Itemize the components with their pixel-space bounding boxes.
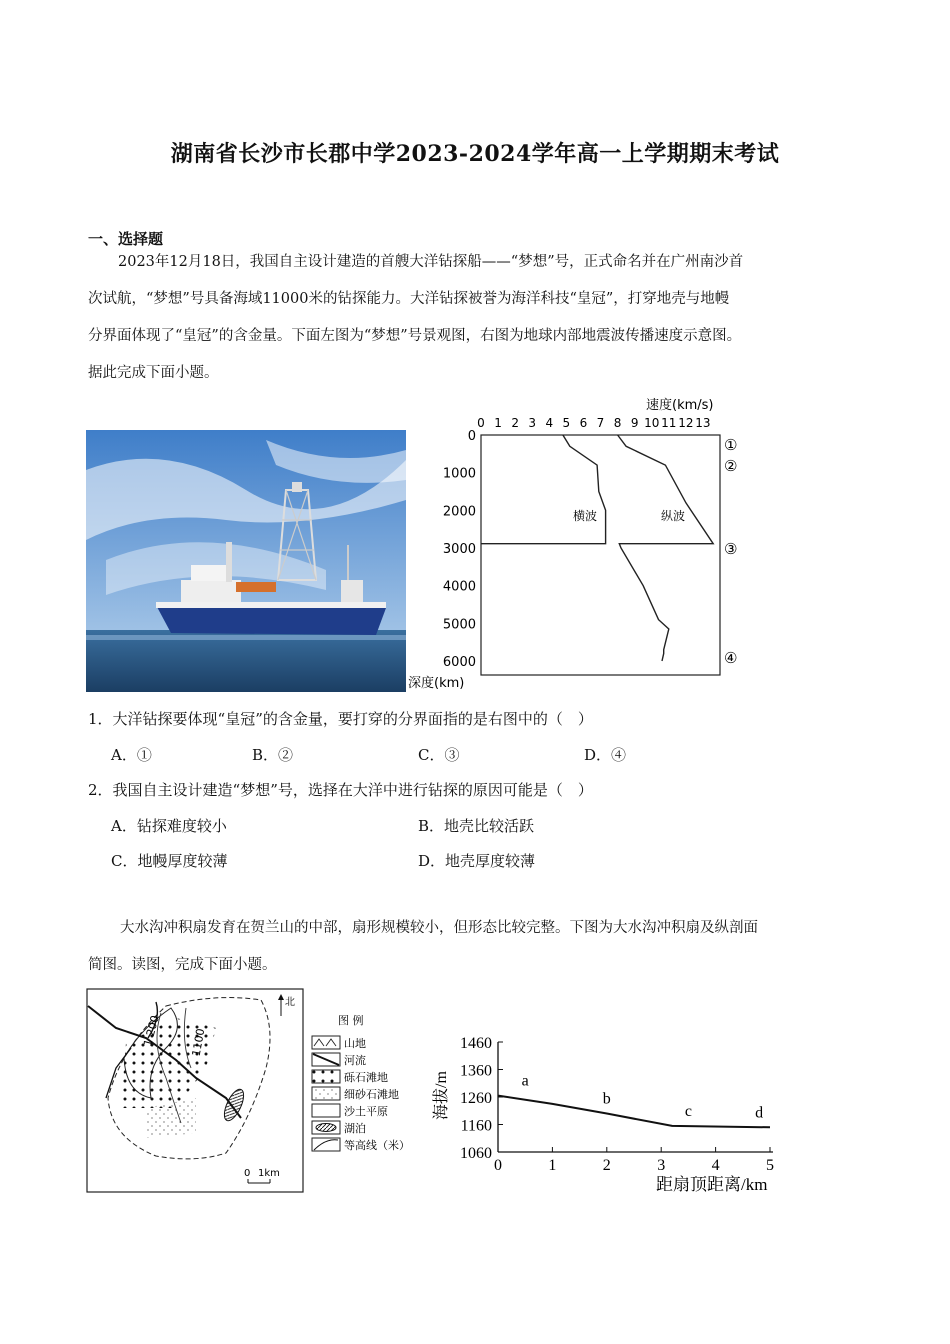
- x-tick-label: 4: [545, 416, 554, 430]
- x-tick-label: 3: [528, 416, 537, 430]
- passage-line: 分界面体现了“皇冠”的含金量。下面左图为“梦想”号景观图，右图为地球内部地震波传播速度示意图。: [88, 328, 742, 344]
- x-tick-label: 4: [711, 1157, 720, 1174]
- x-tick-label: 12: [678, 416, 694, 430]
- y-tick-label: 0: [467, 429, 476, 444]
- x-tick-label: 5: [766, 1157, 774, 1174]
- contour-label-1200: 1 200: [141, 1014, 162, 1048]
- x-tick-label: 1: [494, 416, 502, 430]
- section-heading: 一、选择题: [88, 230, 164, 248]
- y-tick-label: 1260: [460, 1090, 492, 1107]
- scale-zero: 0: [244, 1168, 251, 1179]
- y-tick-labels: [443, 429, 476, 670]
- x-axis-label: 速度(km/s): [646, 398, 714, 413]
- longitudinal-profile-chart: [428, 1028, 788, 1198]
- legend-lake: 湖泊: [344, 1122, 366, 1135]
- scale-unit: 1km: [258, 1168, 280, 1179]
- lake: [220, 1087, 247, 1124]
- x-tick-label: 11: [661, 416, 677, 430]
- passage-line: 2023年12月18日，我国自主设计建造的首艘大洋钻探船——“梦想”号，正式命名并在广州南沙首: [118, 254, 744, 270]
- passage-line: 次试航，“梦想”号具备海域11000米的钻探能力。大洋钻探被誉为海洋科技“皇冠”，打穿地壳与地幔: [88, 291, 730, 307]
- marker-2: ②: [724, 457, 738, 475]
- y-tick-label: 1160: [460, 1117, 492, 1135]
- s-wave-line: [481, 435, 606, 544]
- point-label-c: c: [684, 1102, 692, 1120]
- q2-option-b[interactable]: B．地壳比较活跃: [418, 817, 535, 835]
- x-axis-label: 距扇顶距离/km: [656, 1175, 768, 1194]
- y-tick-label: 1360: [460, 1062, 492, 1080]
- profile-line: [498, 1096, 770, 1128]
- north-arrowhead-icon: [278, 994, 284, 1000]
- legend-sand-plain: 沙土平原: [344, 1105, 388, 1118]
- y-tick-labels: [460, 1035, 503, 1162]
- point-label-b: b: [602, 1090, 611, 1108]
- q1-option-c[interactable]: C．③: [418, 746, 460, 764]
- x-tick-label: 1: [548, 1157, 557, 1174]
- marker-4: ④: [724, 649, 738, 667]
- passage-line: 据此完成下面小题。: [88, 365, 219, 381]
- y-tick-label: 5000: [442, 617, 476, 633]
- legend-mountain: 山地: [344, 1037, 366, 1050]
- marker-1: ①: [724, 436, 738, 454]
- q2-option-a[interactable]: A．钻探难度较小: [111, 817, 227, 835]
- y-axis-label: 深度(km): [408, 676, 465, 691]
- q2-option-d[interactable]: D．地壳厚度较薄: [418, 852, 536, 870]
- y-tick-label: 4000: [442, 579, 476, 595]
- passage-1: [88, 244, 878, 392]
- x-tick-label: 13: [695, 416, 711, 430]
- x-tick-label: 0: [477, 416, 485, 430]
- y-tick-label: 1060: [460, 1145, 492, 1162]
- point-labels: [522, 1073, 763, 1122]
- question-2: 2．我国自主设计建造“梦想”号，选择在大洋中进行钻探的原因可能是（ ）: [88, 781, 593, 799]
- y-tick-label: 1000: [442, 466, 476, 482]
- plot-frame: [481, 435, 720, 675]
- question-1: 1．大洋钻探要体现“皇冠”的含金量，要打穿的分界面指的是右图中的（ ）: [88, 710, 593, 728]
- x-tick-labels: [477, 416, 710, 430]
- x-tick-label: 6: [579, 416, 588, 430]
- q2-option-c[interactable]: C．地幔厚度较薄: [111, 852, 228, 870]
- s-wave-label: 横波: [573, 509, 598, 523]
- x-tick-label: 8: [613, 416, 622, 430]
- point-label-a: a: [521, 1072, 529, 1090]
- legend-fine-sand: 细砂石滩地: [344, 1088, 399, 1101]
- x-tick-label: 3: [657, 1157, 666, 1174]
- y-tick-label: 6000: [442, 655, 476, 671]
- x-tick-label: 9: [630, 416, 639, 430]
- passage-2: [88, 910, 878, 984]
- legend-contour: 等高线（米）: [344, 1139, 410, 1152]
- x-tick-label: 0: [494, 1157, 502, 1174]
- p-wave-line: [618, 435, 714, 661]
- contour-label-1100: 1100: [189, 1027, 208, 1058]
- q1-option-b[interactable]: B．②: [252, 746, 294, 764]
- seismic-wave-chart: [406, 393, 766, 693]
- x-tick-label: 10: [644, 416, 660, 430]
- drill-ship-photo: [86, 430, 406, 692]
- north-label: 北: [285, 997, 295, 1008]
- marker-3: ③: [724, 540, 738, 558]
- q1-option-a[interactable]: A．①: [111, 746, 152, 764]
- map-frame: [87, 989, 303, 1192]
- x-tick-label: 2: [511, 416, 519, 430]
- legend: [312, 1036, 410, 1152]
- passage-line: 简图。读图，完成下面小题。: [88, 957, 277, 973]
- point-label-d: d: [755, 1104, 764, 1122]
- legend-river: 河流: [344, 1054, 366, 1067]
- page-title: 湖南省长沙市长郡中学2023-2024学年高一上学期期末考试: [170, 141, 780, 167]
- y-tick-label: 1460: [460, 1035, 492, 1052]
- x-tick-label: 5: [562, 416, 571, 430]
- y-axis-label: 海拔/m: [433, 1071, 450, 1120]
- legend-title: 图 例: [338, 1014, 364, 1027]
- y-tick-label: 2000: [442, 504, 476, 520]
- x-tick-label: 7: [596, 416, 605, 430]
- legend-gravel: 砾石滩地: [344, 1071, 388, 1084]
- x-tick-labels: [494, 1147, 774, 1174]
- alluvial-fan-map: [86, 988, 421, 1194]
- q1-option-d[interactable]: D．④: [584, 746, 627, 764]
- p-wave-label: 纵波: [661, 509, 686, 523]
- passage-line: 大水沟冲积扇发育在贺兰山的中部，扇形规模较小，但形态比较完整。下图为大水沟冲积扇及纵剖面: [120, 920, 758, 936]
- x-tick-label: 2: [602, 1157, 611, 1174]
- y-tick-label: 3000: [442, 542, 476, 558]
